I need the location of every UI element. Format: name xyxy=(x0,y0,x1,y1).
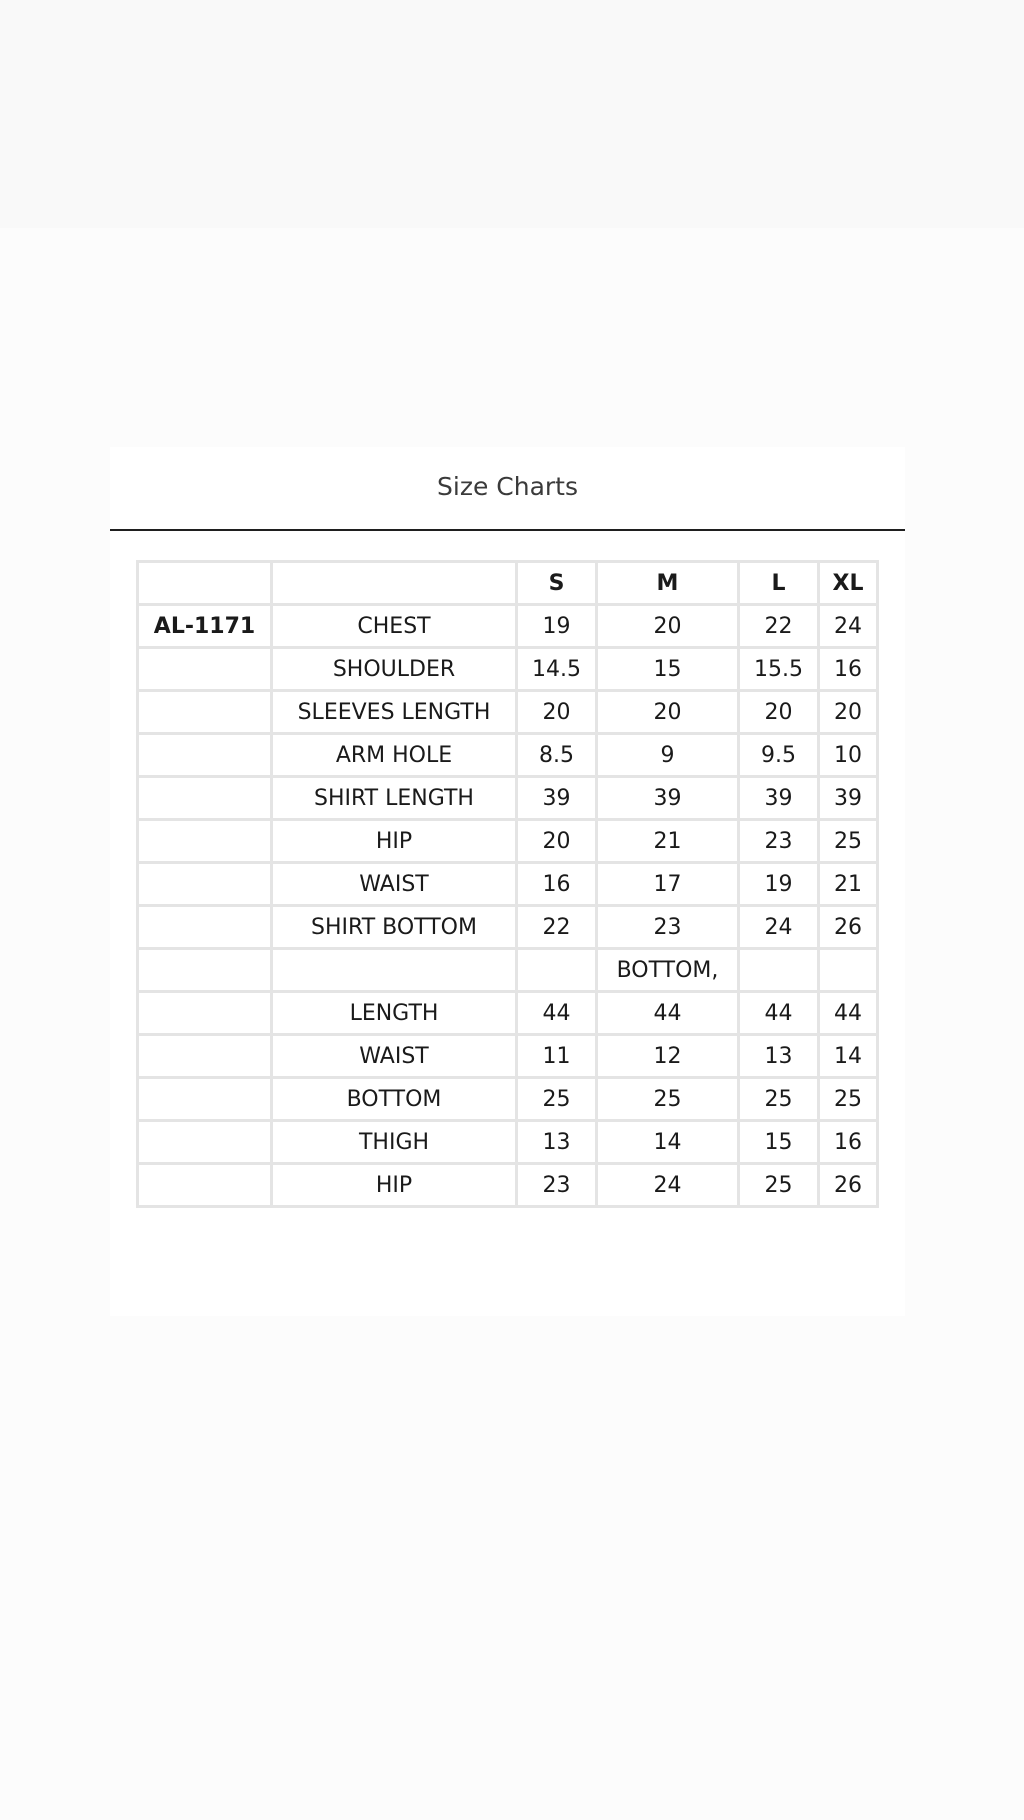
cell-size-l: 15 xyxy=(739,1121,819,1164)
cell-size-l: 19 xyxy=(739,863,819,906)
cell-size-m: 20 xyxy=(597,605,739,648)
cell-size-xl: 44 xyxy=(819,992,878,1035)
header-cell-size-s: S xyxy=(517,562,597,605)
cell-measurement: HIP xyxy=(272,820,517,863)
cell-code xyxy=(138,691,272,734)
cell-size-xl: 21 xyxy=(819,863,878,906)
table-row xyxy=(138,1078,878,1121)
cell-size-s: 13 xyxy=(517,1121,597,1164)
cell-size-l: 20 xyxy=(739,691,819,734)
cell-measurement: CHEST xyxy=(272,605,517,648)
table-row xyxy=(138,992,878,1035)
cell-measurement xyxy=(272,949,517,992)
table-row xyxy=(138,691,878,734)
cell-size-m: 44 xyxy=(597,992,739,1035)
modal-title: Size Charts xyxy=(437,471,578,501)
table-row xyxy=(138,1164,878,1207)
cell-measurement: SHIRT LENGTH xyxy=(272,777,517,820)
cell-size-xl: 25 xyxy=(819,820,878,863)
cell-code xyxy=(138,863,272,906)
cell-size-xl: 20 xyxy=(819,691,878,734)
cell-measurement: THIGH xyxy=(272,1121,517,1164)
cell-size-l: 24 xyxy=(739,906,819,949)
cell-size-m: 15 xyxy=(597,648,739,691)
table-header-row xyxy=(138,562,878,605)
cell-size-xl xyxy=(819,949,878,992)
cell-code xyxy=(138,820,272,863)
cell-size-s: 44 xyxy=(517,992,597,1035)
cell-measurement: LENGTH xyxy=(272,992,517,1035)
header-cell-size-l: L xyxy=(739,562,819,605)
cell-size-m: 25 xyxy=(597,1078,739,1121)
cell-measurement: SHIRT BOTTOM xyxy=(272,906,517,949)
modal-header xyxy=(110,447,905,531)
cell-size-xl: 16 xyxy=(819,1121,878,1164)
cell-measurement: SLEEVES LENGTH xyxy=(272,691,517,734)
cell-size-m: 17 xyxy=(597,863,739,906)
cell-size-m: 24 xyxy=(597,1164,739,1207)
cell-size-xl: 25 xyxy=(819,1078,878,1121)
table-row xyxy=(138,1121,878,1164)
table-row xyxy=(138,777,878,820)
cell-size-s xyxy=(517,949,597,992)
cell-size-s: 14.5 xyxy=(517,648,597,691)
cell-size-xl: 10 xyxy=(819,734,878,777)
cell-size-l: 9.5 xyxy=(739,734,819,777)
table-row xyxy=(138,605,878,648)
cell-code xyxy=(138,949,272,992)
table-row xyxy=(138,863,878,906)
cell-measurement: SHOULDER xyxy=(272,648,517,691)
cell-size-s: 19 xyxy=(517,605,597,648)
cell-size-l: 39 xyxy=(739,777,819,820)
cell-size-l: 25 xyxy=(739,1078,819,1121)
header-cell-size-xl: XL xyxy=(819,562,878,605)
cell-code xyxy=(138,1078,272,1121)
cell-size-s: 20 xyxy=(517,820,597,863)
cell-size-xl: 24 xyxy=(819,605,878,648)
cell-size-l: 13 xyxy=(739,1035,819,1078)
cell-measurement: HIP xyxy=(272,1164,517,1207)
cell-size-m: BOTTOM, xyxy=(597,949,739,992)
cell-code xyxy=(138,906,272,949)
size-table-wrapper xyxy=(136,560,879,1208)
cell-size-l: 23 xyxy=(739,820,819,863)
cell-size-l: 22 xyxy=(739,605,819,648)
size-table xyxy=(136,560,879,1208)
cell-size-m: 9 xyxy=(597,734,739,777)
cell-measurement: WAIST xyxy=(272,1035,517,1078)
cell-code xyxy=(138,1164,272,1207)
cell-code xyxy=(138,734,272,777)
cell-measurement: WAIST xyxy=(272,863,517,906)
cell-size-xl: 16 xyxy=(819,648,878,691)
cell-size-l xyxy=(739,949,819,992)
table-row xyxy=(138,820,878,863)
size-chart-modal xyxy=(110,447,905,1316)
cell-size-xl: 39 xyxy=(819,777,878,820)
table-row xyxy=(138,906,878,949)
cell-size-l: 15.5 xyxy=(739,648,819,691)
cell-size-m: 39 xyxy=(597,777,739,820)
top-background xyxy=(0,0,1024,228)
cell-code xyxy=(138,777,272,820)
table-row xyxy=(138,734,878,777)
cell-code: AL-1171 xyxy=(138,605,272,648)
cell-size-l: 25 xyxy=(739,1164,819,1207)
cell-size-xl: 26 xyxy=(819,1164,878,1207)
cell-size-s: 11 xyxy=(517,1035,597,1078)
cell-size-xl: 26 xyxy=(819,906,878,949)
cell-size-s: 22 xyxy=(517,906,597,949)
cell-size-m: 14 xyxy=(597,1121,739,1164)
cell-code xyxy=(138,648,272,691)
cell-code xyxy=(138,1035,272,1078)
cell-code xyxy=(138,1121,272,1164)
cell-size-s: 39 xyxy=(517,777,597,820)
cell-size-s: 25 xyxy=(517,1078,597,1121)
header-cell-code xyxy=(138,562,272,605)
header-cell-measurement xyxy=(272,562,517,605)
header-cell-size-m: M xyxy=(597,562,739,605)
cell-measurement: ARM HOLE xyxy=(272,734,517,777)
cell-size-m: 20 xyxy=(597,691,739,734)
cell-code xyxy=(138,992,272,1035)
cell-size-l: 44 xyxy=(739,992,819,1035)
cell-size-s: 20 xyxy=(517,691,597,734)
cell-size-s: 8.5 xyxy=(517,734,597,777)
table-row xyxy=(138,1035,878,1078)
cell-measurement: BOTTOM xyxy=(272,1078,517,1121)
cell-size-m: 23 xyxy=(597,906,739,949)
table-row xyxy=(138,949,878,992)
cell-size-s: 16 xyxy=(517,863,597,906)
cell-size-m: 21 xyxy=(597,820,739,863)
table-row xyxy=(138,648,878,691)
cell-size-xl: 14 xyxy=(819,1035,878,1078)
cell-size-s: 23 xyxy=(517,1164,597,1207)
cell-size-m: 12 xyxy=(597,1035,739,1078)
